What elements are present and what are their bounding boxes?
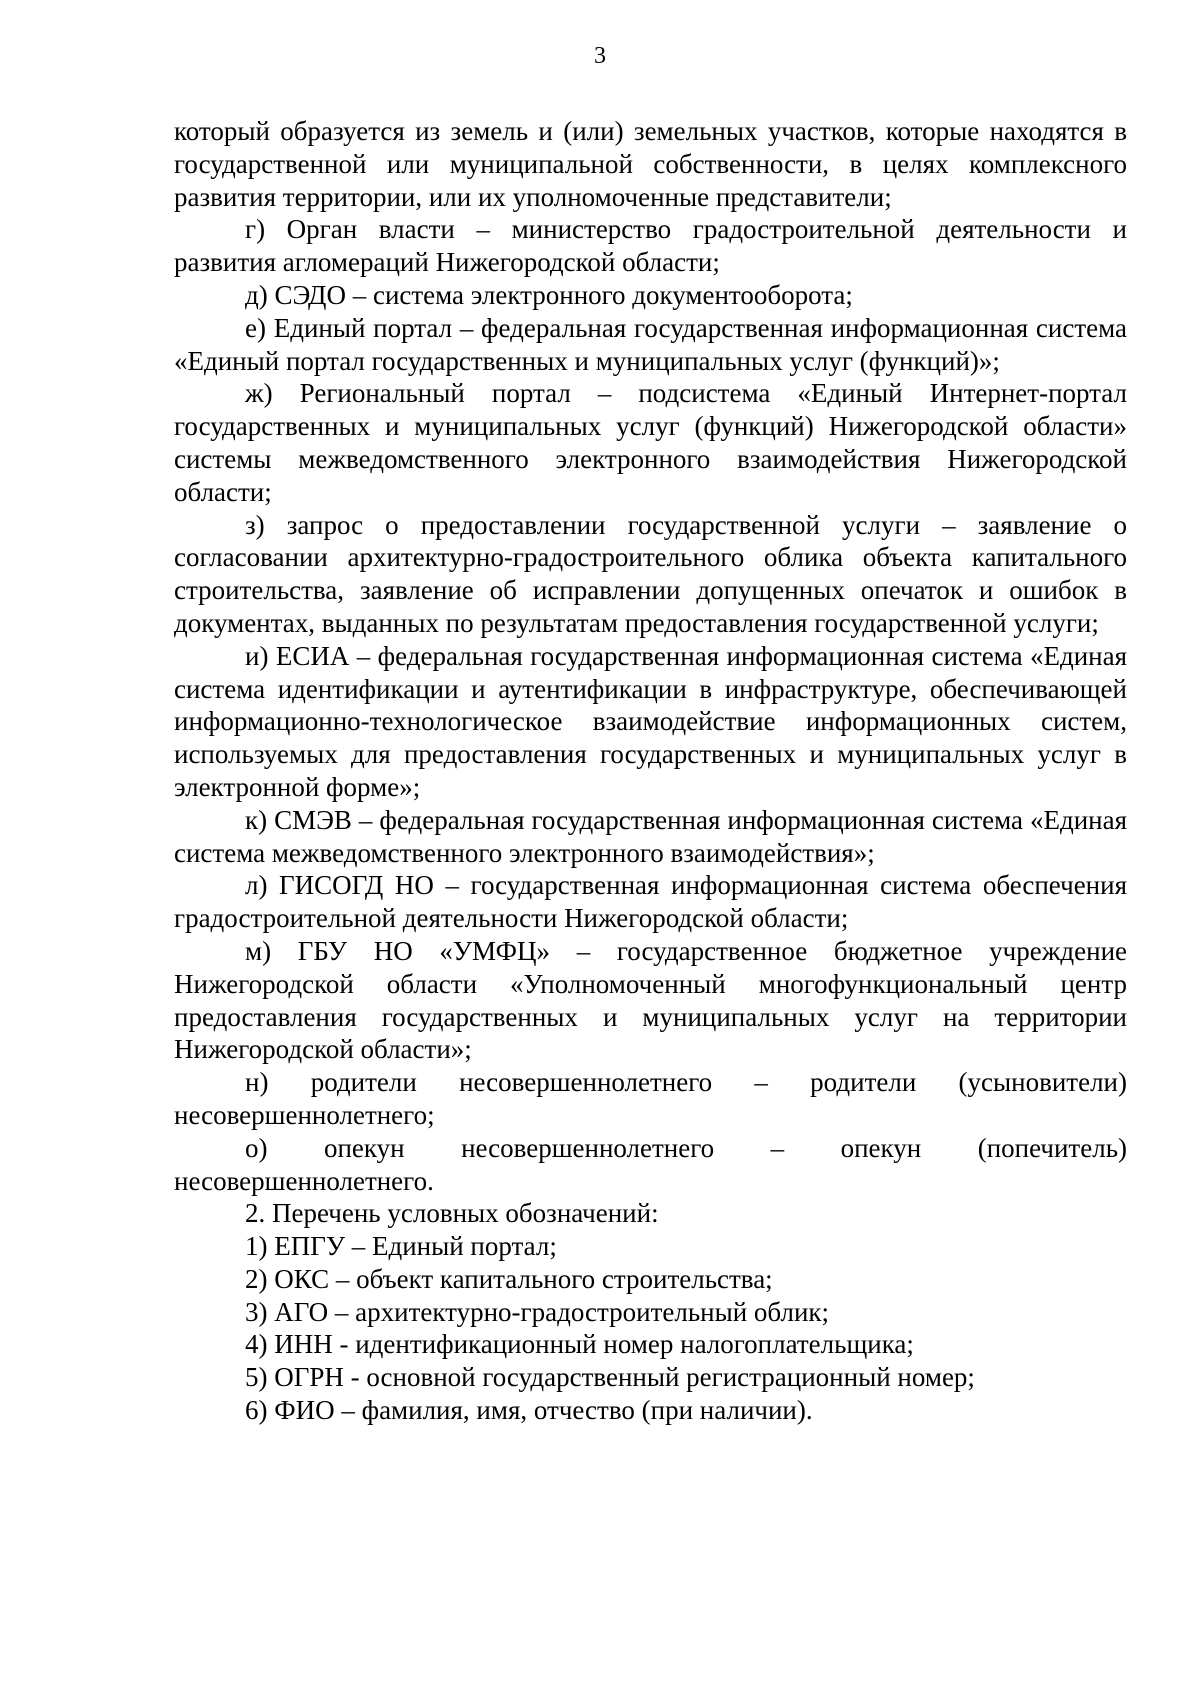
abbreviation-1: 1) ЕПГУ – Единый портал; bbox=[245, 1231, 557, 1262]
definition-g: г) Орган власти – министерство градостроительной деятельности и развития агломераций Нижегородской области; bbox=[174, 214, 1127, 278]
definition-o: о) опекун несовершеннолетнего – опекун (попечитель) несовершеннолетнего. bbox=[174, 1132, 1127, 1196]
definition-z: з) запрос о предоставлении государственной услуги – заявление о согласовании архитектурно-градостроительного облика объекта капитального строительства, заявление об исправлении допущенных опечаток и ошибок в документах, выданных по результатам предоставления государственной услуги; bbox=[174, 509, 1127, 638]
definition-m: м) ГБУ НО «УМФЦ» – государственное бюджетное учреждение Нижегородской области «Уполномоченный многофункциональный центр предоставления государственных и муниципальных услуг на территории Нижегородской области»; bbox=[174, 935, 1127, 1065]
abbreviation-5: 5) ОГРН - основной государственный регистрационный номер; bbox=[245, 1362, 975, 1393]
definition-k: к) СМЭВ – федеральная государственная информационная система «Единая система межведомственного электронного взаимодействия»; bbox=[174, 804, 1127, 868]
paragraph-continuation: который образуется из земель и (или) земельных участков, которые находятся в государственной или муниципальной собственности, в целях комплексного развития территории, или их уполномоченные представители; bbox=[174, 116, 1127, 212]
definition-i: и) ЕСИА – федеральная государственная информационная система «Единая система идентификации и аутентификации в инфраструктуре, обеспечивающей информационно-технологическое взаимодействие информационных систем, используемых для предоставления государственных и муниципальных услуг в электронной форме»; bbox=[174, 640, 1127, 802]
definition-d: д) СЭДО – система электронного документооборота; bbox=[245, 279, 853, 310]
definition-l: л) ГИСОГД НО – государственная информационная система обеспечения градостроительной деятельности Нижегородской области; bbox=[174, 870, 1127, 934]
abbreviation-3: 3) АГО – архитектурно-градостроительный облик; bbox=[245, 1296, 830, 1327]
document-body bbox=[174, 115, 1127, 1427]
abbreviation-2: 2) ОКС – объект капитального строительства; bbox=[245, 1263, 773, 1294]
definition-e: е) Единый портал – федеральная государственная информационная система «Единый портал государственных и муниципальных услуг (функций)»; bbox=[174, 312, 1127, 376]
abbreviation-4: 4) ИНН - идентификационный номер налогоплательщика; bbox=[245, 1329, 914, 1360]
page-number: 3 bbox=[594, 43, 606, 69]
abbreviation-6: 6) ФИО – фамилия, имя, отчество (при наличии). bbox=[245, 1395, 813, 1426]
definition-zh: ж) Региональный портал – подсистема «Единый Интернет-портал государственных и муниципальных услуг (функций) Нижегородской области» системы межведомственного электронного взаимодействия Нижегородской области; bbox=[174, 378, 1127, 507]
definition-n: н) родители несовершеннолетнего – родители (усыновители) несовершеннолетнего; bbox=[174, 1067, 1127, 1130]
section-heading-abbreviations: 2. Перечень условных обозначений: bbox=[245, 1198, 659, 1229]
